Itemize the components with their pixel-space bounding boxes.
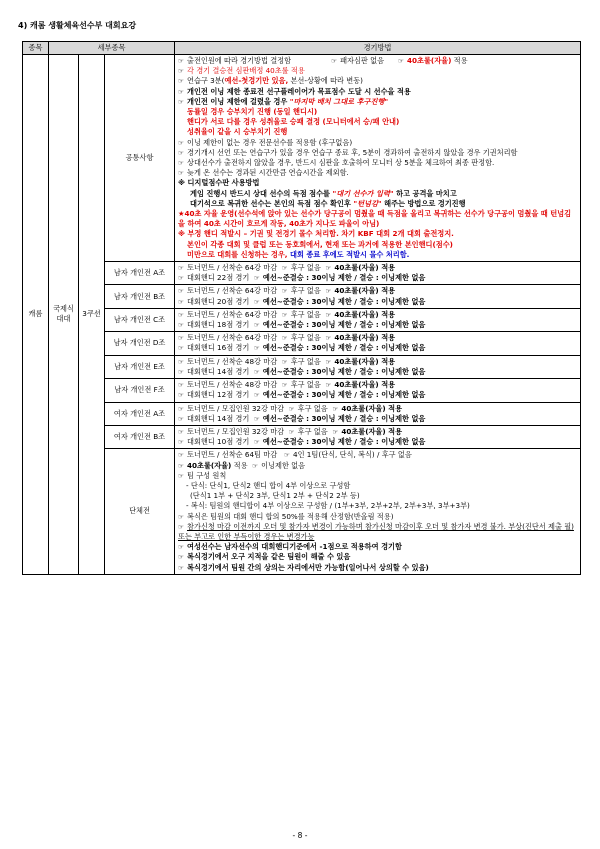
pointer-icon: ☞ <box>178 427 184 436</box>
common-line-1: ☞ 출전인원에 따라 경기방법 결정함 ☞ 패자심판 없음 ☞ 40초룰(자율) 적용 <box>178 56 468 65</box>
event-rules <box>175 402 581 425</box>
pointer-icon: ☞ <box>332 427 339 436</box>
common-line-16: ★40초 자율 운영(선수석에 앉아 있는 선수가 당구공이 멈췄을 때 득점을 올리고 복귀하는 선수가 당구공이 멈췄을 때 턴넘김을 하여 40초 시간이 흐르게 작동, 40초가 지나도 파울이 아님) <box>178 209 572 229</box>
pointer-icon: ☞ <box>178 438 184 447</box>
pointer-icon: ☞ <box>178 381 184 390</box>
team-line-7: ☞ 복식은 팀원의 대회 핸디 합의 50%를 적용해 산정함(반올림 적용) <box>178 511 394 521</box>
pointer-icon: ☞ <box>178 391 184 400</box>
pointer-icon: ☞ <box>253 321 260 330</box>
pointer-icon: ☞ <box>178 404 184 413</box>
pointer-icon: ☞ <box>288 404 295 413</box>
pointer-icon: ☞ <box>325 357 332 366</box>
common-line-18: 본인이 각종 대회 및 클럽 또는 동호회에서, 현재 또는 과거에 적용한 본인핸디(점수) <box>187 239 453 249</box>
pointer-icon: ☞ <box>178 97 184 106</box>
pointer-icon: ☞ <box>332 404 339 413</box>
pointer-icon: ☞ <box>178 148 184 157</box>
event-name: 여자 개인전 B조 <box>105 425 175 448</box>
team-line-8: ☞ 참가신청 마감 이전까지 오더 및 참가자 변경이 가능하며 참가신청 마감이후 오더 및 참가자 변경 불가. 부상(진단서 제출 필) 또는 부고로 인한 부득이한 경우는 변경가능 <box>178 521 574 541</box>
pointer-icon: ☞ <box>178 357 184 366</box>
pointer-icon: ☞ <box>178 553 184 562</box>
event-rules <box>175 308 581 331</box>
event-line-2: ☞ 대회핸디 18점 경기 ☞ 예선~준결승 : 30이닝 제한 / 결승 : 이닝제한 없음 <box>178 320 426 330</box>
event-row <box>23 285 581 308</box>
pointer-icon: ☞ <box>253 391 260 400</box>
pointer-icon: ☞ <box>178 274 184 283</box>
team-line-5: (단식1 1부 + 단식2 3부, 단식1 2부 + 단식2 2부 등) <box>190 491 360 501</box>
common-line-15: 대기석으로 복귀한 선수는 본인의 득점 점수 확인후 "턴넘김" 해주는 방법으로 경기진행 <box>190 198 466 208</box>
sport-cell: 캐롬 <box>23 55 49 575</box>
common-line-2: ☞ 각 경기 결승전 심판배정 40초룰 적용 <box>178 66 305 76</box>
pointer-icon: ☞ <box>325 264 332 273</box>
common-line-19: 미만으로 대회를 신청하는 경우, 대회 종료 후에도 적발시 몰수 처리함. <box>187 249 410 259</box>
event-line-1: ☞ 토너먼트 / 모집인원 32강 마감 ☞ 후구 없음 ☞ 40초룰(자율) 적용 <box>178 426 403 436</box>
pointer-icon: ☞ <box>178 138 184 147</box>
pointer-icon: ☞ <box>281 264 288 273</box>
pointer-icon: ☞ <box>178 67 184 76</box>
group-label-2: 대대 <box>56 314 71 324</box>
pointer-icon: ☞ <box>253 297 260 306</box>
pointer-icon: ☞ <box>252 461 258 470</box>
pointer-icon: ☞ <box>178 414 184 423</box>
common-label: 공통사항 <box>105 55 175 262</box>
pointer-icon: ☞ <box>281 381 288 390</box>
event-line-1: ☞ 토너먼트 / 선착순 64강 마감 ☞ 후구 없음 ☞ 40초룰(자율) 적용 <box>178 333 396 343</box>
common-line-6: 동률일 경우 승부치기 진행 (동일 핸디시) <box>187 107 318 117</box>
event-line-2: ☞ 대회핸디 16점 경기 ☞ 예선~준결승 : 30이닝 제한 / 결승 : 이닝제한 없음 <box>178 343 426 353</box>
event-line-1: ☞ 토너먼트 / 선착순 64강 마감 ☞ 후구 없음 ☞ 40초룰(자율) 적용 <box>178 286 396 296</box>
event-row <box>23 379 581 402</box>
pointer-icon: ☞ <box>178 563 184 572</box>
team-line-6: - 복식: 팀원의 핸디합이 4부 이상으로 구성함 / (1부+3부, 2부+2부, 2부+3부, 3부+3부) <box>186 501 470 511</box>
common-line-9: ☞ 이닝 제한이 없는 경우 전문선수를 적용함 (후구없음) <box>178 137 353 147</box>
pointer-icon: ☞ <box>281 310 288 319</box>
event-line-2: ☞ 대회핸디 12점 경기 ☞ 예선~준결승 : 30이닝 제한 / 결승 : 이닝제한 없음 <box>178 390 426 400</box>
header-method: 경기방법 <box>175 42 581 55</box>
header-row <box>23 42 581 55</box>
pointer-icon: ☞ <box>178 321 184 330</box>
team-rules <box>175 449 581 574</box>
pointer-icon: ☞ <box>178 522 184 531</box>
pointer-icon: ☞ <box>178 461 184 470</box>
event-row <box>23 332 581 355</box>
pointer-icon: ☞ <box>325 381 332 390</box>
event-rules <box>175 379 581 402</box>
team-label: 단체전 <box>105 449 175 574</box>
pointer-icon: ☞ <box>398 57 404 65</box>
event-line-1: ☞ 토너먼트 / 선착순 64강 마감 ☞ 후구 없음 ☞ 40초룰(자율) 적용 <box>178 263 396 273</box>
pointer-icon: ☞ <box>253 438 260 447</box>
event-line-2: ☞ 대회핸디 14점 경기 ☞ 예선~준결승 : 30이닝 제한 / 결승 : 이닝제한 없음 <box>178 366 426 376</box>
pointer-icon: ☞ <box>178 169 184 178</box>
common-row <box>23 55 581 262</box>
pointer-icon: ☞ <box>325 310 332 319</box>
team-line-3: ☞ 팀 구성 원칙 <box>178 470 227 480</box>
header-subevent: 세부종목 <box>49 42 175 55</box>
event-row <box>23 262 581 285</box>
pointer-icon: ☞ <box>178 512 184 521</box>
pointer-icon: ☞ <box>178 287 184 296</box>
team-line-9: ☞ 여성선수는 남자선수의 대회핸디기준에서 -1점으로 적용하여 경기함 <box>178 542 402 552</box>
pointer-icon: ☞ <box>253 414 260 423</box>
common-line-3: ☞ 연습구 3분(예선-첫경기만 있음, 본선-상황에 따라 변동) <box>178 76 363 86</box>
pointer-icon: ☞ <box>178 543 184 552</box>
pointer-icon: ☞ <box>178 297 184 306</box>
event-line-1: ☞ 토너먼트 / 선착순 64강 마감 ☞ 후구 없음 ☞ 40초룰(자율) 적용 <box>178 309 396 319</box>
rules-table <box>22 41 581 575</box>
pointer-icon: ☞ <box>253 274 260 283</box>
event-line-1: ☞ 토너먼트 / 선착순 48강 마감 ☞ 후구 없음 ☞ 40초룰(자율) 적용 <box>178 356 396 366</box>
event-row <box>23 355 581 378</box>
team-line-2: ☞ 40초룰(자율) 적용 ☞ 이닝제한 없음 <box>178 460 306 470</box>
event-row <box>23 425 581 448</box>
page-number: - 8 - <box>292 831 308 840</box>
common-line-11: ☞ 상대선수가 출전하지 않았을 경우, 반드시 심판을 호출하여 모니터 상 5분을 체크하여 최종 판정함. <box>178 158 495 168</box>
event-name: 남자 개인전 D조 <box>105 332 175 355</box>
pointer-icon: ☞ <box>288 427 295 436</box>
common-line-8: 성취율이 같을 시 승부치기 진행 <box>187 127 288 137</box>
pointer-icon: ☞ <box>253 344 260 353</box>
common-line-5: ☞ 개인전 이닝 제한에 걸렸을 경우 "마지막 배치 그대로 후구진행" <box>178 96 389 106</box>
common-line-12: ☞ 늦게 온 선수는 경과된 시간만큼 연습시간을 제외함. <box>178 168 349 178</box>
event-name: 남자 개인전 B조 <box>105 285 175 308</box>
common-line-4: ☞ 개인전 이닝 제한 종료전 선구플레이어가 목표점수 도달 시 선수을 적용 <box>178 86 411 96</box>
common-line-14: 게임 진행시 반드시 상대 선수의 득점 점수를 "대기 선수가 입력" 하고 공격을 마치고 <box>190 188 457 198</box>
pointer-icon: ☞ <box>178 57 184 65</box>
pointer-icon: ☞ <box>281 357 288 366</box>
event-name: 남자 개인전 E조 <box>105 355 175 378</box>
event-name: 남자 개인전 C조 <box>105 308 175 331</box>
event-line-2: ☞ 대회핸디 10점 경기 ☞ 예선~준결승 : 30이닝 제한 / 결승 : 이닝제한 없음 <box>178 437 426 447</box>
common-line-7: 핸디가 서로 다를 경우 성취율로 승패 결정 (모니터에서 승/패 안내) <box>187 117 400 127</box>
pointer-icon: ☞ <box>281 334 288 343</box>
team-line-10: ☞ 복식경기에서 오구 지적을 같은 팀원이 해줄 수 있음 <box>178 552 351 562</box>
pointer-icon: ☞ <box>178 264 184 273</box>
team-line-11: ☞ 복식경기에서 팀원 간의 상의는 자리에서만 가능함(일어나서 상의할 수 있음) <box>178 562 429 572</box>
common-line-10: ☞ 경기개시 선언 또는 연습구가 있을 경우 연습구 종료 후, 5분이 경과하여 출전하지 않았을 경우 기권처리함 <box>178 147 518 157</box>
event-name: 남자 개인전 A조 <box>105 262 175 285</box>
common-line-13: ※ 디지털점수판 사용방법 <box>178 178 260 188</box>
pointer-icon: ☞ <box>284 451 290 460</box>
pointer-icon: ☞ <box>178 310 184 319</box>
team-line-1: ☞ 토너먼트 / 선착순 64팀 마감 ☞ 4인 1팀(단식, 단식, 복식) / 후구 없음 <box>178 450 412 460</box>
event-line-1: ☞ 토너먼트 / 모집인원 32강 마감 ☞ 후구 없음 ☞ 40초룰(자율) 적용 <box>178 403 403 413</box>
pointer-icon: ☞ <box>178 159 184 168</box>
pointer-icon: ☞ <box>178 451 184 460</box>
event-name: 여자 개인전 A조 <box>105 402 175 425</box>
event-rules <box>175 425 581 448</box>
event-rules <box>175 332 581 355</box>
team-row <box>23 449 581 574</box>
event-name: 남자 개인전 F조 <box>105 379 175 402</box>
event-rules <box>175 355 581 378</box>
event-row <box>23 402 581 425</box>
pointer-icon: ☞ <box>178 367 184 376</box>
pointer-icon: ☞ <box>331 57 337 65</box>
pointer-icon: ☞ <box>178 334 184 343</box>
pointer-icon: ☞ <box>325 334 332 343</box>
event-line-2: ☞ 대회핸디 14점 경기 ☞ 예선~준결승 : 30이닝 제한 / 결승 : 이닝제한 없음 <box>178 413 426 423</box>
pointer-icon: ☞ <box>281 287 288 296</box>
pointer-icon: ☞ <box>178 87 184 96</box>
common-line-17: ※ 부정 핸디 적발시 – 기권 및 전경기 몰수 처리함. 차기 KBF 대회 2개 대회 출전정지. <box>178 229 454 239</box>
event-rules <box>175 262 581 285</box>
group-cell <box>49 55 79 575</box>
event-rules <box>175 285 581 308</box>
event-line-2: ☞ 대회핸디 20점 경기 ☞ 예선~준결승 : 30이닝 제한 / 결승 : 이닝제한 없음 <box>178 296 426 306</box>
event-row <box>23 308 581 331</box>
group-label-1: 국제식 <box>53 304 74 314</box>
header-sport: 종목 <box>23 42 49 55</box>
event-line-1: ☞ 토너먼트 / 선착순 48강 마감 ☞ 후구 없음 ☞ 40초룰(자율) 적용 <box>178 380 396 390</box>
common-rules <box>175 55 581 262</box>
pointer-icon: ☞ <box>178 77 184 86</box>
team-line-4: - 단식: 단식1, 단식2 핸디 합이 4부 이상으로 구성함 <box>186 480 351 490</box>
cushion-cell: 3쿠션 <box>79 55 105 575</box>
pointer-icon: ☞ <box>178 471 184 480</box>
pointer-icon: ☞ <box>325 287 332 296</box>
pointer-icon: ☞ <box>178 344 184 353</box>
event-line-2: ☞ 대회핸디 22점 경기 ☞ 예선~준결승 : 30이닝 제한 / 결승 : 이닝제한 없음 <box>178 273 426 283</box>
pointer-icon: ☞ <box>253 367 260 376</box>
section-title: 4) 캐롬 생활체육선수부 대회요강 <box>18 21 137 30</box>
